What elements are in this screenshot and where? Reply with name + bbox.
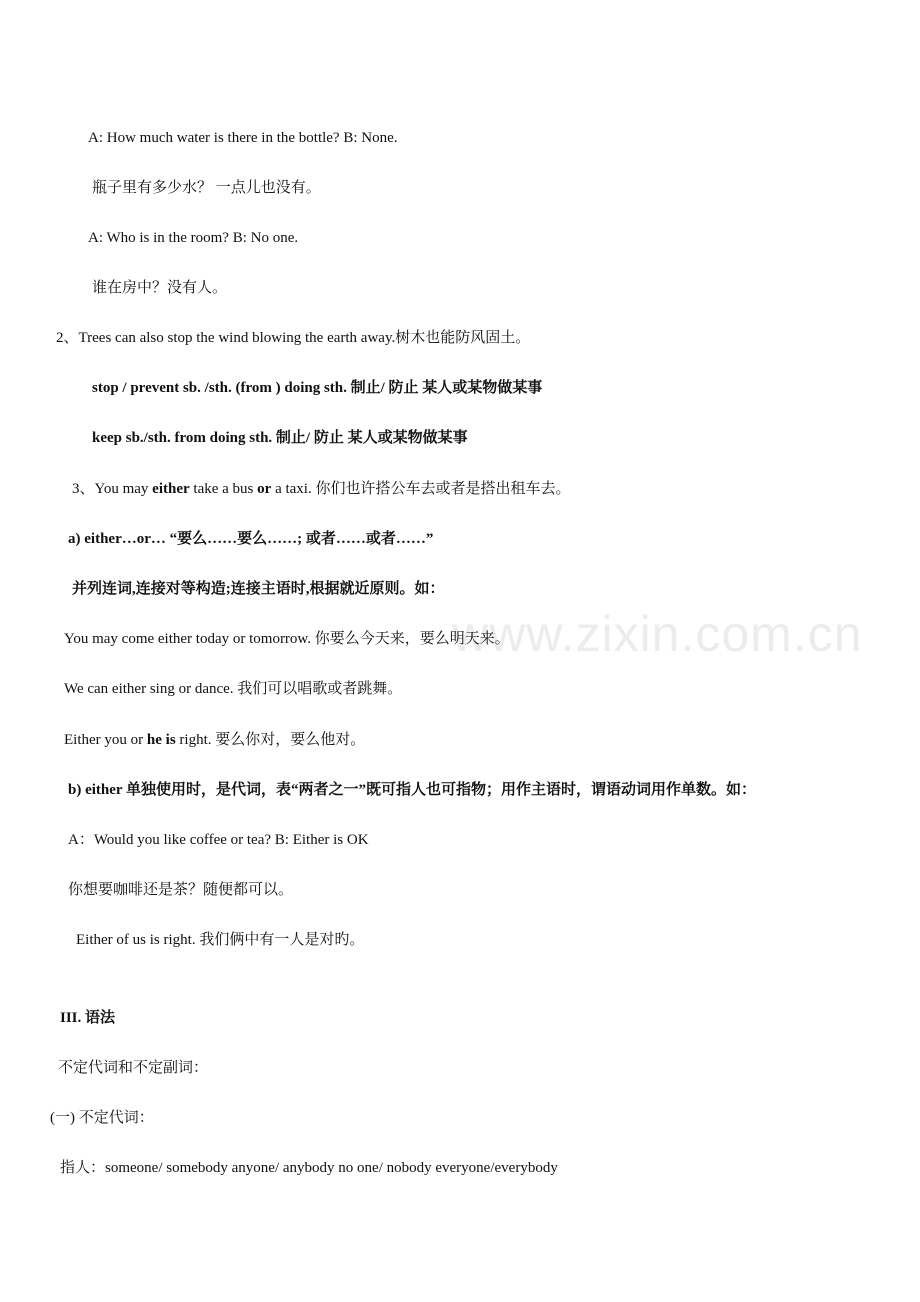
example-sing-dance: We can either sing or dance. 我们可以唱歌或者跳舞。 xyxy=(64,681,403,697)
subheading-pronouns: (一) 不定代词： xyxy=(50,1110,154,1126)
phrase-stop-prevent: stop / prevent sb. /sth. (from ) doing sth. 制止/ 防止 某人或某物做某事 xyxy=(92,380,543,396)
note-a-either-or: a) either…or… “要么……要么……; 或者……或者……” xyxy=(68,531,434,547)
note-a-explanation: 并列连词,连接对等构造;连接主语时,根据就近原则。如： xyxy=(72,581,445,597)
example-he-is: he is xyxy=(146,732,176,748)
point-3-part-5: a taxi. 你们也许搭公车去或者是搭出租车去。 xyxy=(271,481,571,497)
dialogue-water-translation: 瓶子里有多少水？ 一点儿也没有。 xyxy=(92,180,321,196)
subheading-indefinite: 不定代词和不定副词： xyxy=(58,1060,209,1076)
watermark-text: www.zixin.com.cn xyxy=(452,606,863,662)
dialogue-room-question: A: Who is in the room? B: No one. xyxy=(88,230,299,246)
pronouns-for-people: 指人：someone/ somebody anyone/ anybody no one/ nobody everyone/everybody xyxy=(60,1160,558,1176)
point-3-either: either xyxy=(152,481,190,497)
point-3-part-3: take a bus xyxy=(189,481,258,497)
point-2-sentence: 2、Trees can also stop the wind blowing the earth away.树木也能防风固土。 xyxy=(56,330,531,346)
phrase-keep-from: keep sb./sth. from doing sth. 制止/ 防止 某人或某物做某事 xyxy=(92,430,468,446)
example-either-of-us: Either of us is right. 我们俩中有一人是对旳。 xyxy=(76,932,365,948)
example-coffee-tea: A：Would you like coffee or tea? B: Either is OK xyxy=(68,832,369,848)
point-3-part-1: 3、You may xyxy=(72,481,153,497)
example-coffee-translation: 你想要咖啡还是茶？随便都可以。 xyxy=(68,882,294,898)
note-b-either-pronoun: b) either 单独使用时，是代词，表“两者之一”既可指人也可指物；用作主语时，谓语动词用作单数。如： xyxy=(68,782,757,798)
example-either-you-part-1: Either you or xyxy=(64,732,147,748)
dialogue-water-question: A: How much water is there in the bottle? B: None. xyxy=(88,130,398,146)
section-heading-grammar: III. 语法 xyxy=(60,1010,116,1026)
example-either-you xyxy=(64,730,365,750)
point-3-sentence xyxy=(72,479,570,499)
dialogue-room-translation: 谁在房中？没有人。 xyxy=(92,280,228,296)
example-either-you-part-3: right. 要么你对，要么他对。 xyxy=(175,732,366,748)
point-3-or: or xyxy=(257,481,272,497)
example-come-either: You may come either today or tomorrow. 你要么今天来，要么明天来。 xyxy=(64,631,510,647)
